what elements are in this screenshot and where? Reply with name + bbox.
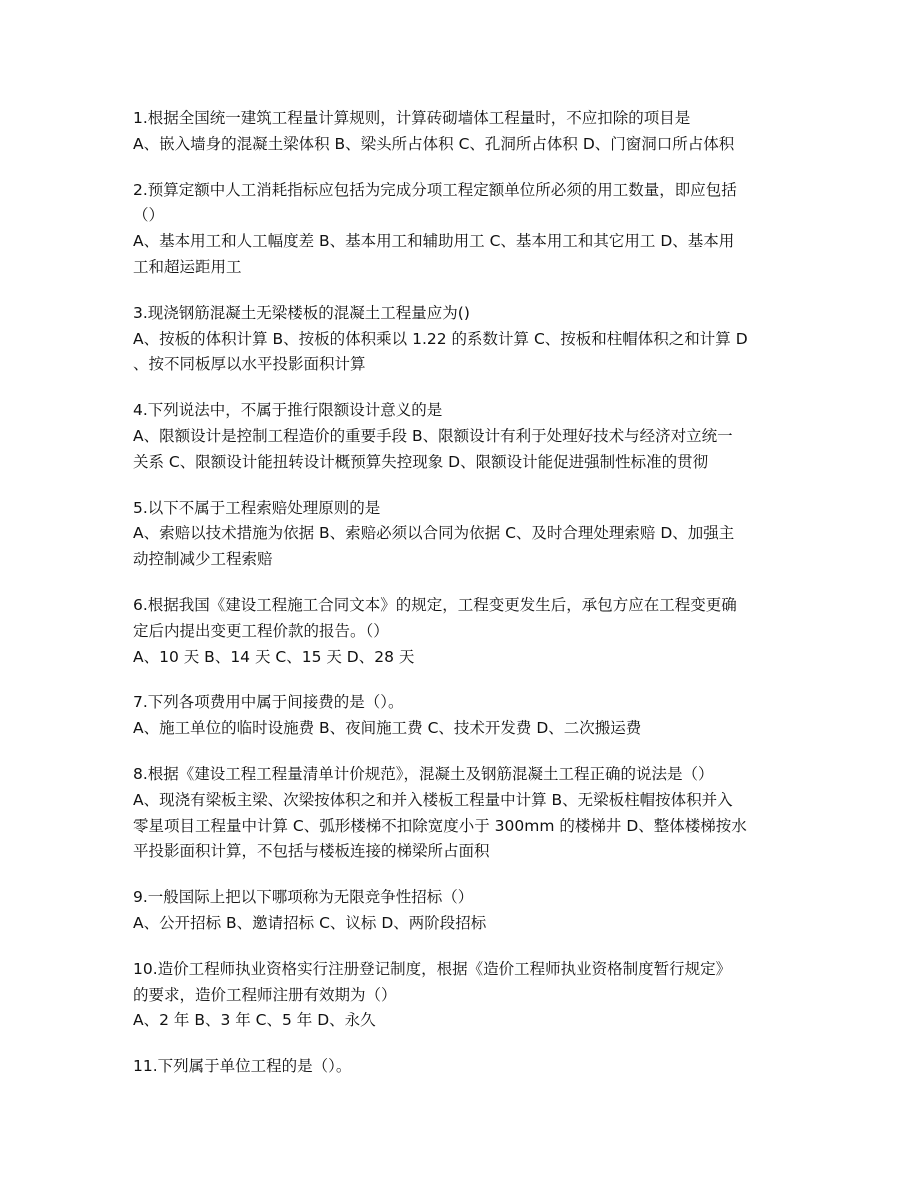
question-line: A、按板的体积计算 B、按板的体积乘以 1.22 的系数计算 C、按板和柱帽体积之和计算 D [133,329,748,348]
question-text: 4.下列说法中，不属于推行限额设计意义的是 [133,401,443,420]
question-text: 8.根据《建设工程工程量清单计价规范》，混凝土及钢筋混凝土工程正确的说法是（） [133,764,714,783]
question-line: 、按不同板厚以水平投影面积计算 [133,355,366,374]
question-line: A、10 天 B、14 天 C、15 天 D、28 天 [133,647,415,666]
question-11 [133,1054,793,1080]
question-line: （） [133,206,165,225]
question-line: A、限额设计是控制工程造价的重要手段 B、限额设计有利于处理好技术与经济对立统一 [133,426,733,445]
question-line: 关系 C、限额设计能扭转设计概预算失控现象 D、限额设计能促进强制性标准的贯彻 [133,452,709,471]
question-line: 零星项目工程量中计算 C、弧形楼梯不扣除宽度小于 300mm 的楼梯井 D、整体楼梯按水 [133,816,747,835]
question-line: A、公开招标 B、邀请招标 C、议标 D、两阶段招标 [133,913,487,932]
question-line: 定后内提出变更工程价款的报告。（） [133,621,389,640]
question-3 [133,301,793,378]
question-9 [133,885,793,937]
question-6 [133,593,793,670]
question-1 [133,106,793,158]
question-8 [133,762,793,865]
question-line: 平投影面积计算，不包括与楼板连接的梯梁所占面积 [133,842,490,861]
question-line: A、嵌入墙身的混凝土梁体积 B、梁头所占体积 C、孔洞所占体积 D、门窗洞口所占体积 [133,134,735,153]
question-text: 1.根据全国统一建筑工程量计算规则，计算砖砌墙体工程量时，不应扣除的项目是 [133,109,691,127]
question-line: 的要求，造价工程师注册有效期为（） [133,985,397,1004]
question-text: 7.下列各项费用中属于间接费的是（）。 [133,693,404,712]
question-4 [133,398,793,475]
question-line: A、现浇有梁板主梁、次梁按体积之和并入楼板工程量中计算 B、无梁板柱帽按体积并入 [133,790,733,809]
question-text: 5.以下不属于工程索赔处理原则的是 [133,498,381,517]
question-text: 3.现浇钢筋混凝土无梁楼板的混凝土工程量应为() [133,303,470,322]
question-text: 11.下列属于单位工程的是（）。 [133,1057,352,1076]
question-line: A、2 年 B、3 年 C、5 年 D、永久 [133,1011,376,1030]
question-7 [133,690,793,742]
question-line: A、基本用工和人工幅度差 B、基本用工和辅助用工 C、基本用工和其它用工 D、基本用 [133,232,735,251]
question-text: 9.一般国际上把以下哪项称为无限竞争性招标（） [133,888,474,907]
question-text: 10.造价工程师执业资格实行注册登记制度，根据《造价工程师执业资格制度暂行规定》 [133,959,732,978]
question-text: 6.根据我国《建设工程施工合同文本》的规定，工程变更发生后，承包方应在工程变更确 [133,595,737,614]
question-line: 工和超运距用工 [133,257,242,276]
question-2 [133,178,793,281]
question-text: 2.预算定额中人工消耗指标应包括为完成分项工程定额单位所必须的用工数量，即应包括 [133,180,737,199]
question-5 [133,496,793,573]
document-page [133,106,793,1100]
question-line: A、施工单位的临时设施费 B、夜间施工费 C、技术开发费 D、二次搬运费 [133,719,642,738]
question-line: A、索赔以技术措施为依据 B、索赔必须以合同为依据 C、及时合理处理索赔 D、加强主 [133,524,735,543]
question-10 [133,957,793,1034]
question-line: 动控制减少工程索赔 [133,550,273,569]
